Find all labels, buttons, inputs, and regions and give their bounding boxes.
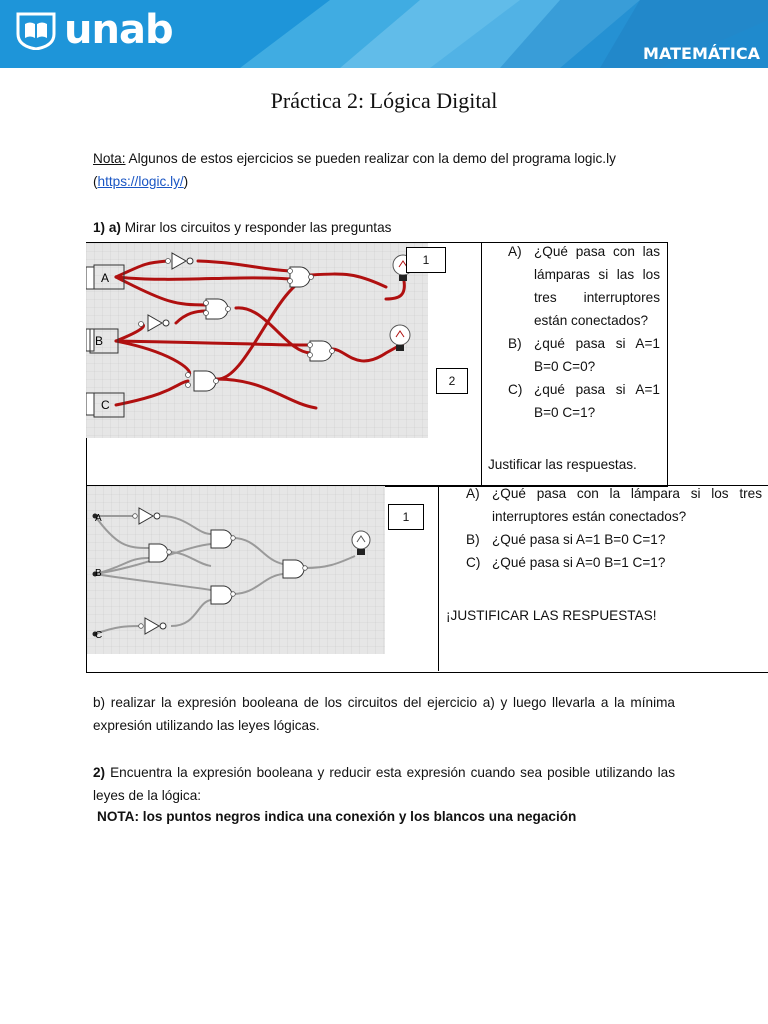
ex2-note: NOTA: los puntos negros indica una conexión y los blancos una negación bbox=[97, 809, 577, 824]
note-text: Algunos de estos ejercicios se pueden realizar con la demo del programa logic.ly bbox=[125, 151, 616, 166]
circuit1-divider bbox=[481, 242, 482, 485]
c2-question-c bbox=[466, 551, 762, 574]
c1-question-b bbox=[508, 332, 660, 378]
c1-input-c: C bbox=[101, 398, 110, 412]
logo-text: unab bbox=[64, 7, 173, 53]
c1-and-gate-2 bbox=[206, 299, 228, 319]
c1-and-gate-4 bbox=[194, 371, 216, 391]
unab-logo bbox=[14, 7, 173, 53]
c2-question-a-letter: A) bbox=[466, 486, 480, 501]
c2-input-c: C bbox=[95, 630, 103, 641]
part-b-paragraph: b) realizar la expresión booleana de los circuitos del ejercicio a) y luego llevarla a la mínima expresión utilizando las leyes lógicas. bbox=[93, 695, 675, 733]
c2-question-c-text: ¿Qué pasa si A=0 B=1 C=1? bbox=[492, 555, 666, 570]
c2-and-gate-2 bbox=[211, 530, 232, 548]
c2-input-a: A bbox=[95, 513, 102, 524]
circuit2-divider bbox=[438, 485, 439, 671]
circuit1-label-1: 1 bbox=[406, 247, 446, 273]
c2-question-b-text: ¿Qué pasa si A=1 B=0 C=1? bbox=[492, 532, 666, 547]
c2-input-b: B bbox=[95, 568, 102, 579]
link-open: ( bbox=[93, 174, 98, 189]
circuit1-diagram bbox=[86, 243, 428, 438]
c1-question-c-text: ¿qué pasa si A=1 B=0 C=1? bbox=[534, 382, 660, 420]
c1-and-gate-3 bbox=[310, 341, 332, 361]
logic-ly-link[interactable]: https://logic.ly/ bbox=[97, 174, 184, 189]
ex2-number: 2) bbox=[93, 765, 106, 780]
ex1-heading bbox=[93, 216, 675, 239]
c1-and-gate-1 bbox=[290, 267, 310, 287]
circuit1-label-2: 2 bbox=[436, 368, 468, 394]
note-label: Nota: bbox=[93, 151, 126, 166]
c1-question-a-letter: A) bbox=[508, 244, 522, 259]
c2-question-b bbox=[466, 528, 762, 551]
c2-question-a-text: ¿Qué pasa con la lámpara si los tres interruptores están conectados? bbox=[492, 486, 762, 524]
c2-and-gate-1 bbox=[149, 544, 168, 562]
ex1-instruction: Mirar los circuitos y responder las preguntas bbox=[120, 220, 392, 235]
circuit2-diagram bbox=[87, 486, 385, 654]
c1-question-a-text: ¿Qué pasa con las lámparas si las los tres interruptores están conectados? bbox=[534, 244, 660, 328]
link-close: ) bbox=[183, 174, 189, 189]
c2-question-b-letter: B) bbox=[466, 532, 480, 547]
c1-input-a: A bbox=[101, 271, 110, 285]
ex2-text: Encuentra la expresión booleana y reducir esta expresión cuando sea posible utilizando las leyes de la lógica: bbox=[93, 765, 675, 803]
subject-label: MATEMÁTICA bbox=[643, 44, 760, 63]
note-paragraph bbox=[93, 147, 675, 193]
c2-justify: ¡JUSTIFICAR LAS RESPUESTAS! bbox=[446, 608, 657, 623]
c1-question-a bbox=[508, 240, 660, 332]
c2-and-gate-3 bbox=[211, 586, 232, 604]
header-banner bbox=[0, 0, 768, 68]
book-shield-icon bbox=[14, 10, 58, 50]
c1-justify: Justificar las respuestas. bbox=[488, 457, 637, 472]
ex1-number: 1) a) bbox=[93, 220, 121, 235]
c1-question-c bbox=[508, 378, 660, 424]
c1-question-b-letter: B) bbox=[508, 336, 522, 351]
c1-input-b: B bbox=[95, 334, 104, 348]
circuit2-label-1: 1 bbox=[388, 504, 424, 530]
page-title: Práctica 2: Lógica Digital bbox=[270, 88, 498, 113]
c2-question-a bbox=[466, 482, 762, 528]
circuit1-questions bbox=[508, 240, 660, 424]
ex2-paragraph bbox=[93, 761, 675, 807]
circuit2-questions bbox=[466, 482, 762, 574]
c2-question-c-letter: C) bbox=[466, 555, 481, 570]
c1-question-c-letter: C) bbox=[508, 382, 523, 397]
c2-and-gate-4 bbox=[283, 560, 304, 578]
c1-question-b-text: ¿qué pasa si A=1 B=0 C=0? bbox=[534, 336, 660, 374]
